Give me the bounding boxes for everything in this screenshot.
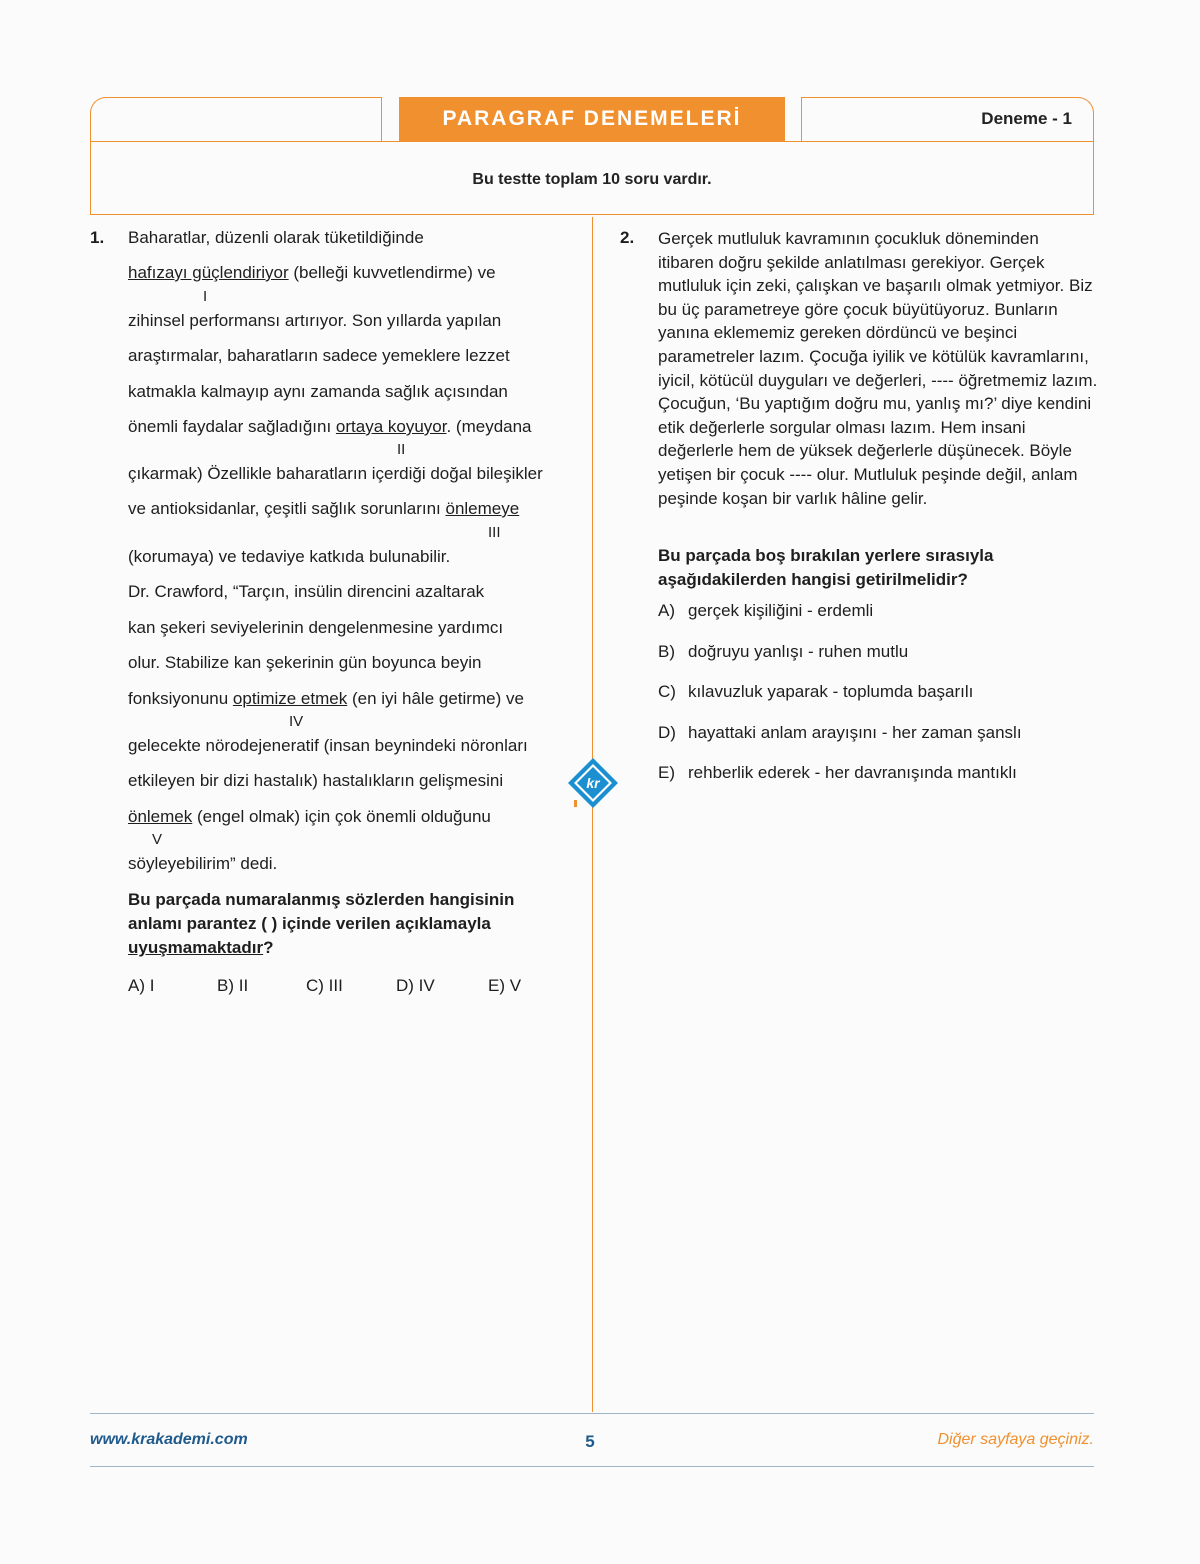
- marker-4: IV: [289, 713, 304, 730]
- q1-option-c[interactable]: C) III: [306, 976, 343, 995]
- q1-line: önlemek (engel olmak) için çok önemli olduğunu: [128, 807, 491, 826]
- q2-option-d[interactable]: D) hayattaki anlam arayışını - her zaman şanslı: [658, 723, 1022, 742]
- q1-line: katmakla kalmayıp aynı zamanda sağlık açısından: [128, 382, 508, 401]
- q1-line: önemli faydalar sağladığını ortaya koyuyor. (meydana: [128, 417, 532, 436]
- page-number: 5: [585, 1432, 595, 1451]
- q2-option-a[interactable]: A) gerçek kişiliğini - erdemli: [658, 601, 874, 620]
- q1-line: zihinsel performansı artırıyor. Son yıllarda yapılan: [128, 311, 502, 330]
- page-title: PARAGRAF DENEMELERİ: [399, 97, 785, 141]
- marker-5: V: [152, 831, 163, 848]
- q2-option-b[interactable]: B) doğruyu yanlışı - ruhen mutlu: [658, 642, 909, 661]
- q1-line: kan şekeri seviyelerinin dengelenmesine yardımcı: [128, 618, 504, 637]
- underlined-phrase-5: önlemek: [128, 807, 193, 826]
- next-page-note: Diğer sayfaya geçiniz.: [937, 1431, 1094, 1448]
- q1-line: Dr. Crawford, “Tarçın, insülin direncini azaltarak: [128, 582, 485, 601]
- underlined-phrase-2: ortaya koyuyor: [335, 417, 447, 436]
- column-divider: [592, 217, 593, 1412]
- q2-option-c[interactable]: C) kılavuzluk yaparak - toplumda başarılı: [658, 682, 974, 701]
- footer-url[interactable]: www.krakademi.com: [90, 1431, 248, 1448]
- footer-top-rule: [90, 1413, 1094, 1414]
- footer-bottom-rule: [90, 1466, 1094, 1467]
- q1-line: gelecekte nörodejeneratif (insan beynindeki nöronları: [128, 736, 528, 755]
- marker-2: II: [397, 441, 406, 458]
- marker-3: III: [488, 524, 501, 541]
- q1-line: söyleyebilirim” dedi.: [128, 854, 278, 873]
- test-info: Bu testte toplam 10 soru vardır.: [90, 141, 1094, 215]
- q1-line: etkileyen bir dizi hastalık) hastalıkların gelişmesini: [128, 771, 504, 790]
- test-name: Deneme - 1: [801, 97, 1094, 141]
- header-left-box: [90, 97, 382, 141]
- publisher-logo: [566, 756, 620, 810]
- question-2-passage: Gerçek mutluluk kavramının çocukluk döneminden itibaren doğru şekilde anlatılması gerekiyor. Gerçek mutluluk için zeki, çalışkan ve başarılı olmak yetmiyor. Biz bu üç parametreye göre çocuk büyütüyoruz. Bunların yanına eklememiz gereken dördüncü ve beşinci parametreler lazım. Çocuğa iyilik ve kötülük kavramlarını, iyicil, kötücül duyguları ve değerleri, ---- öğretmemiz lazım. Çocuğun, ‘Bu yaptığım doğru mu, yanlış mı?’ diye kendini etik değerlerle sorgular olması lazım. Hem insani değerlerle hem de yüksek değerlerle düşünecek. Böyle yetişen bir çocuk ---- olur. Mutluluk peşinde değil, anlam peşinde koşan bir varlık hâline gelir.: [658, 229, 1098, 508]
- question-2-number: 2.: [620, 228, 635, 247]
- underlined-phrase-3: önlemeye: [445, 499, 520, 518]
- underlined-phrase-4: optimize etmek: [232, 689, 348, 708]
- logo-text: kr: [586, 775, 600, 791]
- q1-line: ve antioksidanlar, çeşitli sağlık sorunlarını önlemeye: [128, 499, 520, 518]
- q2-option-e[interactable]: E) rehberlik ederek - her davranışında mantıklı: [658, 763, 1017, 782]
- q1-option-e[interactable]: E) V: [488, 976, 522, 995]
- q1-line: fonksiyonunu optimize etmek (en iyi hâle getirme) ve: [128, 689, 524, 708]
- q1-line: araştırmalar, baharatların sadece yemeklere lezzet: [128, 346, 510, 365]
- q1-option-d[interactable]: D) IV: [396, 976, 435, 995]
- question-2-prompt: Bu parçada boş bırakılan yerlere sırasıyla aşağıdakilerden hangisi getirilmelidir?: [658, 546, 994, 589]
- question-1-number: 1.: [90, 228, 105, 247]
- q1-line: olur. Stabilize kan şekerinin gün boyunca beyin: [128, 653, 482, 672]
- q1-line: hafızayı güçlendiriyor (belleği kuvvetlendirme) ve: [128, 263, 496, 282]
- q1-line: Baharatlar, düzenli olarak tüketildiğinde: [128, 228, 424, 247]
- question-1-prompt: Bu parçada numaralanmış sözlerden hangisinin anlamı parantez ( ) içinde verilen açıklamayla uyuşmamaktadır?: [128, 890, 515, 957]
- q1-line: çıkarmak) Özellikle baharatların içerdiği doğal bileşikler: [128, 464, 543, 483]
- q1-line: (korumaya) ve tedaviye katkıda bulunabilir.: [128, 547, 451, 566]
- q1-option-a[interactable]: A) I: [128, 976, 155, 995]
- marker-1: I: [203, 288, 208, 305]
- q1-option-b[interactable]: B) II: [217, 976, 249, 995]
- underlined-phrase-1: hafızayı güçlendiriyor: [128, 263, 289, 282]
